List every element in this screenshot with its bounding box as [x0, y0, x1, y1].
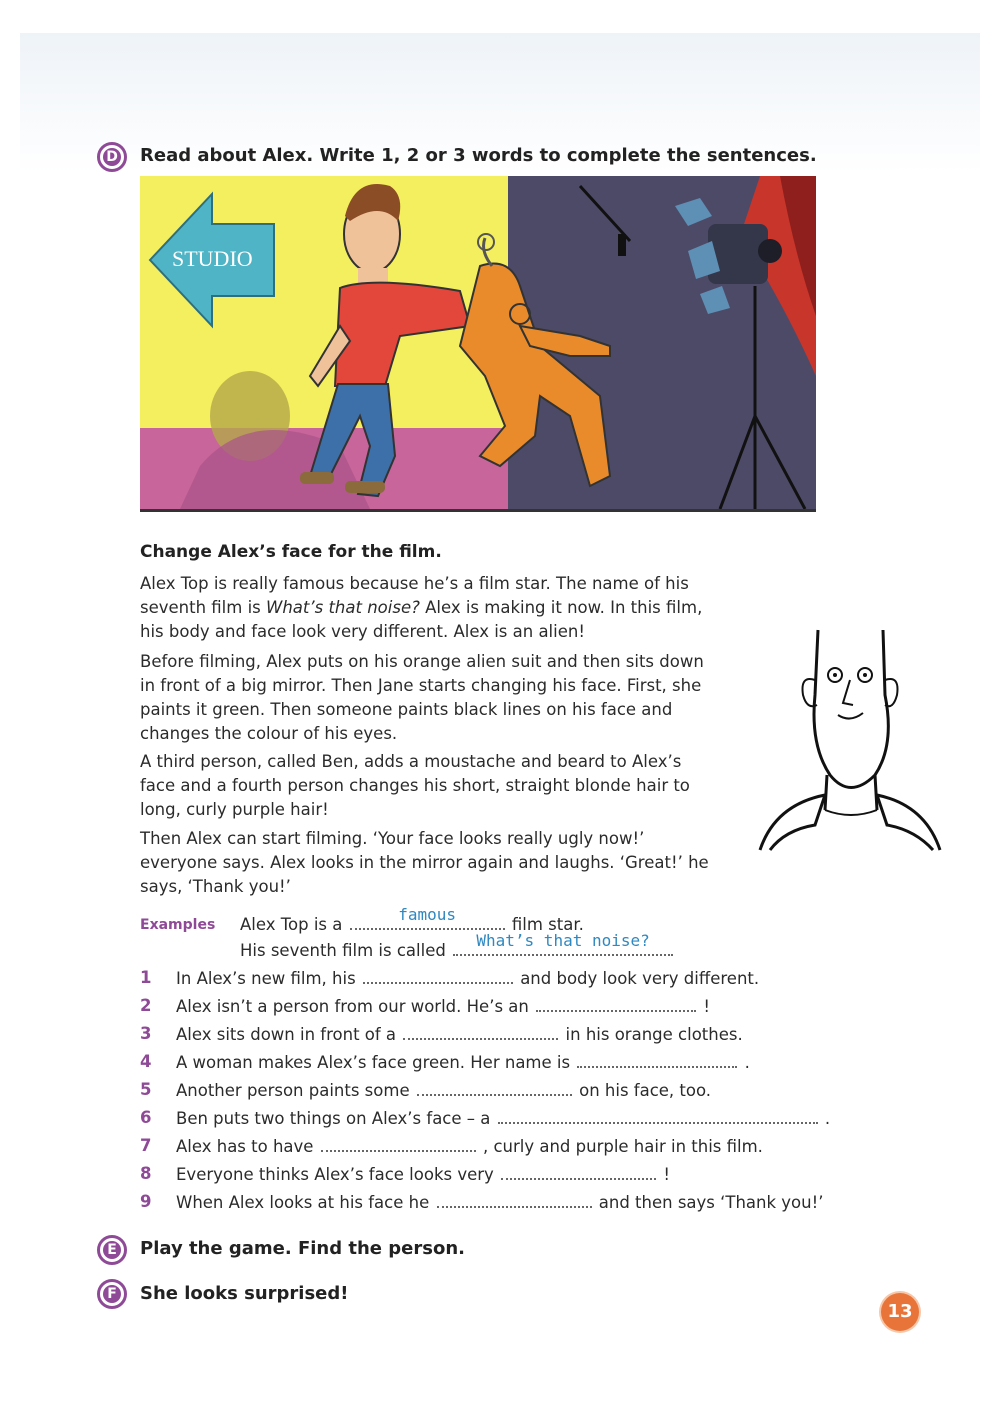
handwritten-answer: famous: [398, 905, 457, 924]
question-4: [176, 1052, 750, 1074]
question-number: 4: [140, 1052, 152, 1071]
question-text: Another person paints some: [176, 1081, 410, 1100]
question-7: [176, 1136, 763, 1158]
question-text: .: [824, 1109, 831, 1128]
section-d-badge: [97, 142, 127, 172]
answer-blank[interactable]: [498, 1108, 818, 1124]
answer-blank[interactable]: [437, 1192, 592, 1208]
section-f-instruction: She looks surprised!: [140, 1283, 349, 1304]
story-title: Change Alex’s face for the film.: [140, 542, 442, 562]
studio-sign-text: STUDIO: [172, 246, 253, 271]
question-text: In Alex’s new film, his: [176, 969, 356, 988]
section-letter: D: [103, 148, 121, 166]
question-text: and then says ‘Thank you!’: [598, 1193, 824, 1212]
story-paragraph-1: [140, 572, 720, 644]
story-text: Alex is making it now. In this film, his body and face look very different. Alex is an alien!: [140, 598, 703, 641]
question-text: !: [703, 997, 710, 1016]
studio-scene: [140, 176, 816, 509]
example-text: His seventh film is called: [240, 941, 446, 960]
question-text: A woman makes Alex’s face green. Her name is: [176, 1053, 571, 1072]
question-number: 2: [140, 996, 152, 1015]
answer-blank[interactable]: [577, 1052, 737, 1068]
section-letter: E: [103, 1241, 121, 1259]
question-text: in his orange clothes.: [565, 1025, 743, 1044]
examples-label: Examples: [140, 917, 216, 933]
question-9: [176, 1192, 823, 1214]
example-2: [240, 931, 675, 962]
question-number: 5: [140, 1080, 152, 1099]
story-text: Alex Top is really famous because he’s a film star. The name of his seventh film is: [140, 574, 689, 617]
story-paragraph-4: Then Alex can start filming. ‘Your face looks really ugly now!’ everyone says. Alex looks in the mirror again and laughs. ‘Great!’ he says, ‘Thank you!’: [140, 829, 709, 896]
question-text: Ben puts two things on Alex’s face – a: [176, 1109, 491, 1128]
question-text: and body look very different.: [520, 969, 760, 988]
handwritten-answer: What’s that noise?: [476, 931, 650, 950]
question-5: [176, 1080, 711, 1102]
alex-face-drawing: [755, 625, 945, 855]
question-number: 1: [140, 968, 152, 987]
question-number: 8: [140, 1164, 152, 1183]
question-text: Alex isn’t a person from our world. He’s an: [176, 997, 529, 1016]
section-letter: F: [103, 1285, 121, 1303]
question-text: !: [663, 1165, 670, 1184]
example-1-answer: [350, 905, 505, 930]
section-f-badge: [97, 1279, 127, 1309]
question-2: [176, 996, 710, 1018]
film-title: What’s that noise?: [266, 598, 420, 617]
section-e-badge: [97, 1235, 127, 1265]
question-text: When Alex looks at his face he: [176, 1193, 430, 1212]
section-e-instruction: Play the game. Find the person.: [140, 1238, 465, 1259]
question-number: 3: [140, 1024, 152, 1043]
page-number: 13: [881, 1293, 919, 1331]
question-1: [176, 968, 759, 990]
example-text: film star.: [511, 915, 584, 934]
answer-blank[interactable]: [501, 1164, 656, 1180]
question-text: Alex sits down in front of a: [176, 1025, 397, 1044]
question-text: on his face, too.: [579, 1081, 712, 1100]
answer-blank[interactable]: [417, 1080, 572, 1096]
example-2-answer: [453, 931, 673, 956]
question-number: 7: [140, 1136, 152, 1155]
question-text: , curly and purple hair in this film.: [482, 1137, 763, 1156]
example-text: Alex Top is a: [240, 915, 343, 934]
question-6: [176, 1108, 830, 1130]
answer-blank[interactable]: [403, 1024, 558, 1040]
question-number: 6: [140, 1108, 152, 1127]
question-8: [176, 1164, 670, 1186]
answer-blank[interactable]: [321, 1136, 476, 1152]
studio-illustration: [140, 176, 816, 512]
story-paragraph-2: Before filming, Alex puts on his orange alien suit and then sits down in front of a big mirror. Then Jane starts changing his face. First, she paints it green. Then someone paints black lines on his face and changes the colour of his eyes.: [140, 652, 704, 743]
question-3: [176, 1024, 743, 1046]
section-d-instruction: Read about Alex. Write 1, 2 or 3 words to complete the sentences.: [140, 145, 817, 166]
question-text: Everyone thinks Alex’s face looks very: [176, 1165, 494, 1184]
story-paragraph-3: A third person, called Ben, adds a moustache and beard to Alex’s face and a fourth person changes his short, straight blonde hair to long, curly purple hair!: [140, 752, 690, 819]
answer-blank[interactable]: [363, 968, 513, 984]
answer-blank[interactable]: [536, 996, 696, 1012]
question-text: Alex has to have: [176, 1137, 314, 1156]
question-number: 9: [140, 1192, 152, 1211]
question-text: .: [744, 1053, 750, 1072]
